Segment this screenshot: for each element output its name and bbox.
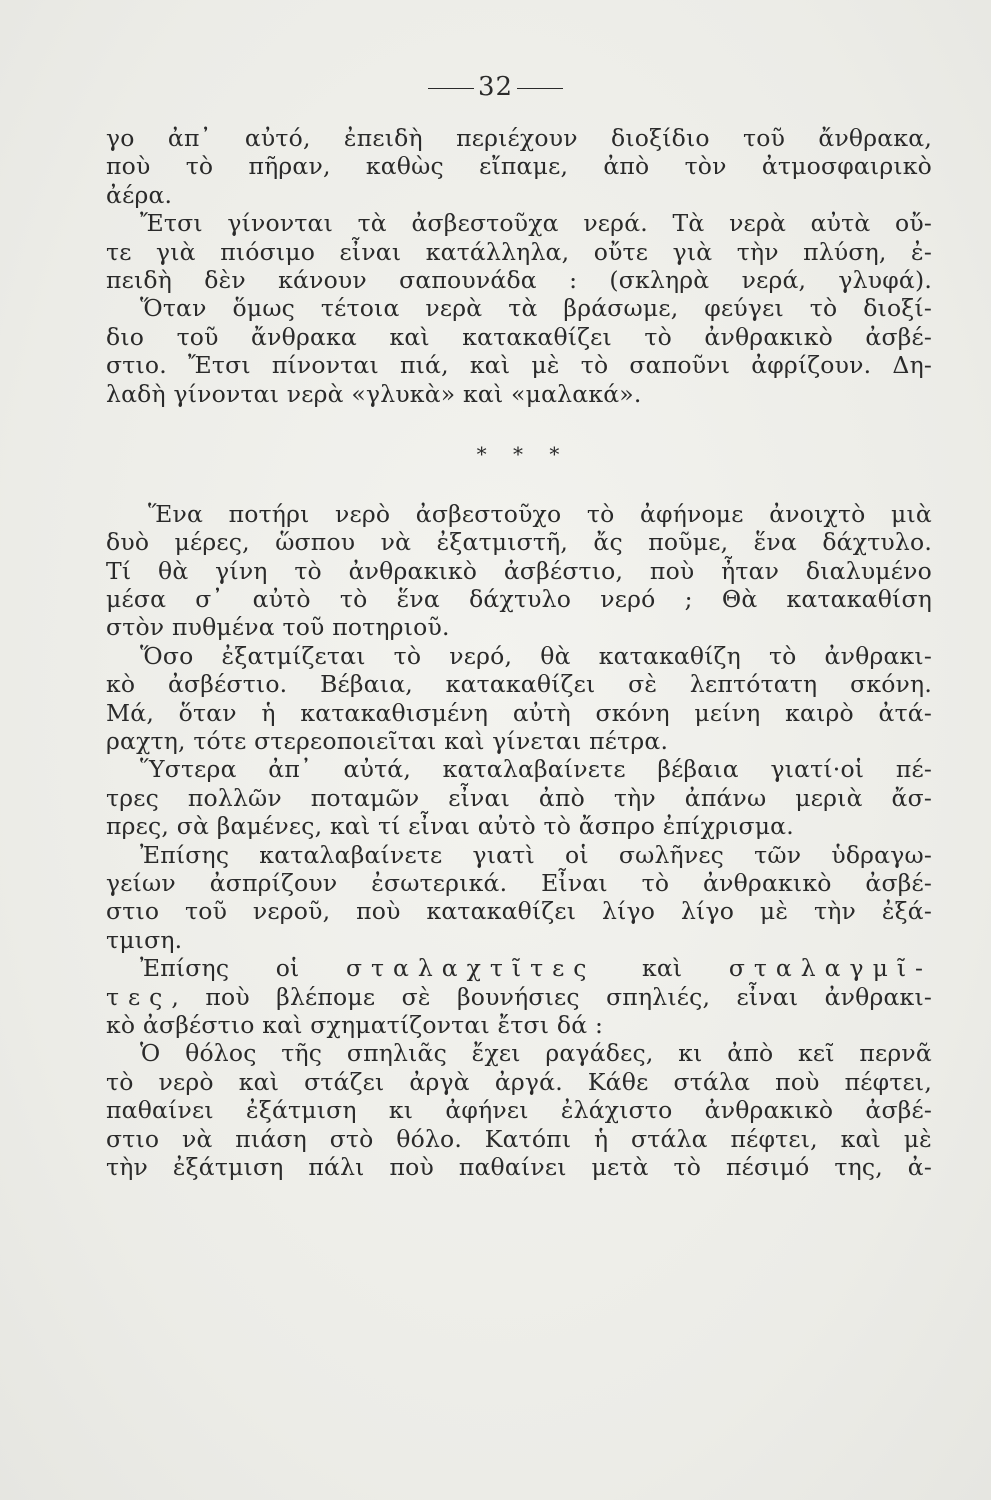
emphasized-term: σταλαγμῖ- [728, 954, 932, 983]
text-line: Ὕστερα ἀπ᾽ αὐτά, καταλαβαίνετε βέβαια γιατί·οἱ πέ- [140, 755, 932, 784]
text-line: παθαίνει ἐξάτμιση κι ἀφήνει ἐλάχιστο ἀνθρακικὸ ἀσβέ- [106, 1096, 932, 1125]
text-line: Ὅταν ὅμως τέτοια νερὰ τὰ βράσωμε, φεύγει τὸ διοξί- [140, 294, 932, 323]
text-line: ραχτη, τότε στερεοποιεῖται καὶ γίνεται πέτρα. [106, 727, 669, 756]
emphasized-term: σταλαχτῖτες [345, 954, 596, 983]
text-line: Ἐπίσης καταλαβαίνετε γιατὶ οἱ σωλῆνες τῶν ὑδραγω- [140, 840, 932, 869]
text-run: καὶ [595, 954, 729, 983]
page-number [0, 72, 991, 102]
text-line: τὴν ἐξάτμιση πάλι ποὺ παθαίνει μετὰ τὸ πέσιμό της, ἀ- [106, 1152, 932, 1181]
body-text [106, 124, 932, 1181]
text-line: στιο τοῦ νεροῦ, ποὺ κατακαθίζει λίγο λίγο μὲ τὴν ἐξά- [106, 897, 932, 926]
text-line: γείων ἀσπρίζουν ἐσωτερικά. Εἶναι τὸ ἀνθρακικὸ ἀσβέ- [106, 868, 932, 897]
page-number-dash-left [428, 88, 474, 89]
text-line: διο τοῦ ἄνθρακα καὶ κατακαθίζει τὸ ἀνθρακικὸ ἀσβέ- [106, 322, 932, 351]
text-line: τὸ νερὸ καὶ στάζει ἀργὰ ἀργά. Κάθε στάλα ποὺ πέφτει, [106, 1067, 932, 1096]
text-line: στὸν πυθμένα τοῦ ποτηριοῦ. [106, 613, 450, 642]
text-run: Ἐπίσης οἱ [140, 954, 346, 983]
emphasized-term: τες [106, 982, 172, 1011]
text-line: Ὅσο ἐξατμίζεται τὸ νερό, θὰ κατακαθίζη τὸ ἀνθρακι- [140, 641, 932, 670]
section-gap [106, 408, 932, 434]
section-separator: * * * [476, 441, 570, 466]
text-line: Ἔτσι γίνονται τὰ ἀσβεστοῦχα νερά. Τὰ νερὰ αὐτὰ οὔ- [140, 209, 932, 238]
text-line: ποὺ τὸ πῆραν, καθὼς εἴπαμε, ἀπὸ τὸν ἀτμοσφαιρικὸ [106, 152, 932, 181]
text-line: τρες πολλῶν ποταμῶν εἶναι ἀπὸ τὴν ἀπάνω μεριὰ ἄσ- [106, 783, 932, 812]
text-line: στιο. Ἔτσι πίνονται πιά, καὶ μὲ τὸ σαποῦνι ἀφρίζουν. Δη- [106, 351, 932, 380]
text-line: κὸ ἀσβέστιο. Βέβαια, κατακαθίζει σὲ λεπτότατη σκόνη. [106, 670, 932, 699]
text-line: στιο νὰ πιάση στὸ θόλο. Κατόπι ἡ στάλα πέφτει, καὶ μὲ [106, 1124, 932, 1153]
text-line: Τί θὰ γίνη τὸ ἀνθρακικὸ ἀσβέστιο, ποὺ ἦταν διαλυμένο [106, 556, 932, 585]
page-number-text: 32 [477, 72, 514, 102]
text-line: πρες, σὰ βαμένες, καὶ τί εἶναι αὐτὸ τὸ ἄσπρο ἐπίχρισμα. [106, 812, 794, 841]
text-line: τε γιὰ πιόσιμο εἶναι κατάλληλα, οὔτε γιὰ τὴν πλύση, ἐ- [106, 237, 932, 266]
section-gap [106, 474, 932, 500]
text-line: ἀέρα. [106, 180, 173, 209]
text-line: Ὁ θόλος τῆς σπηλιᾶς ἔχει ραγάδες, κι ἀπὸ κεῖ περνᾶ [140, 1039, 932, 1068]
text-line: λαδὴ γίνονται νερὰ «γλυκὰ» καὶ «μαλακά». [106, 379, 642, 408]
text-line: γο ἀπ᾽ αὐτό, ἐπειδὴ περιέχουν διοξίδιο τοῦ ἄνθρακα, [106, 124, 932, 152]
text-line: Μά, ὅταν ἡ κατακαθισμένη αὐτὴ σκόνη μείνη καιρὸ ἀτά- [106, 698, 932, 727]
text-line: δυὸ μέρες, ὥσπου νὰ ἐξατμιστῆ, ἄς ποῦμε, ἕνα δάχτυλο. [106, 528, 932, 557]
text-line: κὸ ἀσβέστιο καὶ σχηματίζονται ἔτσι δά : [106, 1010, 604, 1039]
text-line [106, 983, 932, 1011]
page-number-dash-right [517, 88, 563, 89]
text-line: Ἕνα ποτήρι νερὸ ἀσβεστοῦχο τὸ ἀφήνομε ἀνοιχτὸ μιὰ [148, 499, 932, 528]
text-line: πειδὴ δὲν κάνουν σαπουνάδα : (σκληρὰ νερά, γλυφά). [106, 265, 932, 294]
text-line [106, 954, 932, 982]
text-line: μέσα σ᾽ αὐτὸ τὸ ἕνα δάχτυλο νερό ; Θὰ κατακαθίση [106, 585, 932, 614]
text-run: , ποὺ βλέπομε σὲ βουνήσιες σπηλιές, εἶναι ἀνθρακι- [171, 982, 932, 1011]
text-line: τμιση. [106, 925, 183, 954]
